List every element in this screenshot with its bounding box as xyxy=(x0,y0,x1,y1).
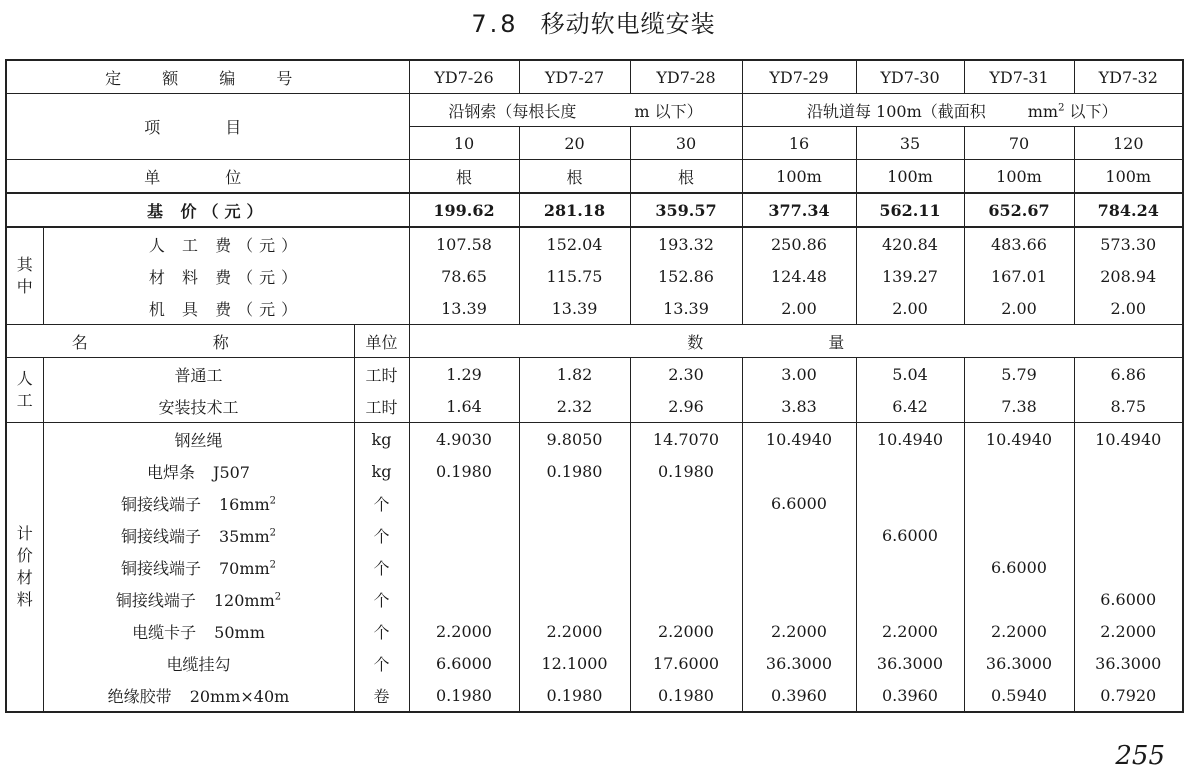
group-b-label-sup: 2 xyxy=(1058,102,1065,114)
cost-value: 13.39 xyxy=(519,292,630,325)
material-qty xyxy=(409,519,519,551)
labor-row xyxy=(6,390,1183,423)
material-qty: 4.9030 xyxy=(409,423,519,456)
item-row-a xyxy=(6,94,1183,127)
labor-qty: 2.96 xyxy=(630,390,742,423)
base-price-row xyxy=(6,193,1183,227)
material-unit: 个 xyxy=(354,647,409,679)
group-a-label-post: m 以下） xyxy=(634,101,703,121)
material-name-text: 电缆卡子 xyxy=(132,622,197,642)
cost-value: 2.00 xyxy=(1074,292,1183,325)
material-qty: 9.8050 xyxy=(519,423,630,456)
material-qty xyxy=(519,583,630,615)
cost-breakdown-label: 人 工 费（元） xyxy=(43,227,409,260)
labor-qty: 6.42 xyxy=(856,390,964,423)
material-qty: 6.6000 xyxy=(964,551,1074,583)
material-name-text: 铜接线端子 xyxy=(120,526,201,546)
material-name xyxy=(43,551,354,583)
cost-value: 420.84 xyxy=(856,227,964,260)
cost-value: 115.75 xyxy=(519,260,630,292)
material-qty: 0.1980 xyxy=(630,679,742,712)
material-unit: kg xyxy=(354,455,409,487)
material-row xyxy=(6,487,1183,519)
unit-value: 100m xyxy=(964,160,1074,194)
material-name-text: 绝缘胶带 xyxy=(107,686,172,706)
cost-breakdown-row xyxy=(6,227,1183,260)
material-qty xyxy=(1074,487,1183,519)
material-spec-sup: 2 xyxy=(269,559,277,571)
material-qty xyxy=(630,519,742,551)
material-name xyxy=(43,647,354,679)
group-label-char: 价 xyxy=(16,546,33,565)
labor-qty: 2.32 xyxy=(519,390,630,423)
material-row xyxy=(6,519,1183,551)
cost-value: 208.94 xyxy=(1074,260,1183,292)
cost-breakdown-row xyxy=(6,292,1183,325)
labor-qty: 2.30 xyxy=(630,358,742,391)
detail-name-label: 名 称 xyxy=(6,325,354,358)
material-qty xyxy=(519,487,630,519)
material-qty xyxy=(742,551,856,583)
material-qty: 36.3000 xyxy=(742,647,856,679)
material-qty: 6.6000 xyxy=(409,647,519,679)
material-name xyxy=(43,679,354,712)
section-number: 7.8 xyxy=(471,10,519,38)
group-label-char: 其 xyxy=(16,255,33,274)
base-price-value: 377.34 xyxy=(742,193,856,227)
material-qty: 10.4940 xyxy=(1074,423,1183,456)
material-spec-sup: 2 xyxy=(269,495,277,507)
material-qty: 2.2000 xyxy=(856,615,964,647)
quota-table xyxy=(5,59,1184,713)
material-spec: 70mm xyxy=(218,558,270,578)
group-a-label xyxy=(409,94,742,127)
material-qty: 0.1980 xyxy=(519,679,630,712)
material-qty: 12.1000 xyxy=(519,647,630,679)
material-qty: 10.4940 xyxy=(964,423,1074,456)
material-qty: 0.3960 xyxy=(742,679,856,712)
material-qty: 0.1980 xyxy=(409,679,519,712)
cost-value: 573.30 xyxy=(1074,227,1183,260)
material-qty xyxy=(742,455,856,487)
labor-qty: 1.64 xyxy=(409,390,519,423)
cost-value: 2.00 xyxy=(742,292,856,325)
labor-row xyxy=(6,358,1183,391)
material-spec: 50mm xyxy=(214,622,265,642)
unit-value: 100m xyxy=(1074,160,1183,194)
material-name-text: 铜接线端子 xyxy=(120,558,201,578)
quota-code: YD7-27 xyxy=(519,60,630,94)
unit-value: 根 xyxy=(409,160,519,194)
material-name-text: 电焊条 xyxy=(147,462,196,482)
material-qty: 2.2000 xyxy=(630,615,742,647)
material-qty xyxy=(742,519,856,551)
material-name-text: 铜接线端子 xyxy=(120,494,201,514)
cost-value: 2.00 xyxy=(856,292,964,325)
material-row xyxy=(6,679,1183,712)
material-qty: 2.2000 xyxy=(409,615,519,647)
material-qty xyxy=(1074,519,1183,551)
material-qty xyxy=(409,583,519,615)
material-unit: 个 xyxy=(354,583,409,615)
material-qty xyxy=(964,455,1074,487)
material-qty: 0.7920 xyxy=(1074,679,1183,712)
quota-code: YD7-26 xyxy=(409,60,519,94)
size-value: 35 xyxy=(856,127,964,160)
material-spec: 120mm xyxy=(213,590,275,610)
material-spec: 35mm xyxy=(218,526,270,546)
cost-breakdown-row xyxy=(6,260,1183,292)
material-spec-sup: 2 xyxy=(274,591,282,603)
material-qty: 0.1980 xyxy=(630,455,742,487)
labor-name xyxy=(43,358,354,391)
unit-value: 根 xyxy=(519,160,630,194)
material-unit: 卷 xyxy=(354,679,409,712)
unit-label: 单 位 xyxy=(6,160,409,194)
material-qty: 6.6000 xyxy=(742,487,856,519)
material-qty: 36.3000 xyxy=(964,647,1074,679)
detail-header-row xyxy=(6,325,1183,358)
group-b-label-post: 以下） xyxy=(1064,101,1118,121)
size-value: 120 xyxy=(1074,127,1183,160)
group-b-label-unit: mm xyxy=(1027,101,1059,121)
material-spec: 16mm xyxy=(218,494,270,514)
material-qty: 10.4940 xyxy=(856,423,964,456)
base-price-value: 562.11 xyxy=(856,193,964,227)
material-qty: 2.2000 xyxy=(1074,615,1183,647)
size-value: 10 xyxy=(409,127,519,160)
unit-value: 100m xyxy=(742,160,856,194)
group-label-char: 料 xyxy=(16,590,33,609)
cost-value: 483.66 xyxy=(964,227,1074,260)
unit-value: 100m xyxy=(856,160,964,194)
unit-value: 根 xyxy=(630,160,742,194)
material-qty: 14.7070 xyxy=(630,423,742,456)
material-qty xyxy=(856,551,964,583)
material-name xyxy=(43,583,354,615)
labor-qty: 1.82 xyxy=(519,358,630,391)
material-qty: 0.1980 xyxy=(409,455,519,487)
material-qty: 0.5940 xyxy=(964,679,1074,712)
material-qty: 36.3000 xyxy=(856,647,964,679)
group-label-char: 材 xyxy=(16,568,33,587)
material-qty: 17.6000 xyxy=(630,647,742,679)
material-qty xyxy=(742,583,856,615)
material-qty: 2.2000 xyxy=(742,615,856,647)
material-unit: 个 xyxy=(354,615,409,647)
material-group-label xyxy=(6,423,43,713)
group-label-char: 计 xyxy=(16,524,33,543)
material-qty xyxy=(409,487,519,519)
material-unit: kg xyxy=(354,423,409,456)
material-unit: 个 xyxy=(354,519,409,551)
material-qty xyxy=(964,487,1074,519)
material-spec-sup: 2 xyxy=(269,527,277,539)
cost-value: 124.48 xyxy=(742,260,856,292)
labor-name-text: 普通工 xyxy=(174,365,223,385)
material-qty xyxy=(964,583,1074,615)
material-qty xyxy=(1074,455,1183,487)
material-name xyxy=(43,487,354,519)
base-price-value: 359.57 xyxy=(630,193,742,227)
code-row xyxy=(6,60,1183,94)
quota-code: YD7-31 xyxy=(964,60,1074,94)
base-price-value: 281.18 xyxy=(519,193,630,227)
code-label: 定 额 编 号 xyxy=(6,60,409,94)
material-row xyxy=(6,647,1183,679)
detail-unit-label: 单位 xyxy=(354,325,409,358)
material-qty: 2.2000 xyxy=(519,615,630,647)
material-qty xyxy=(1074,551,1183,583)
material-name-text: 钢丝绳 xyxy=(174,430,223,450)
quota-code: YD7-30 xyxy=(856,60,964,94)
unit-row xyxy=(6,160,1183,194)
cost-value: 107.58 xyxy=(409,227,519,260)
breakdown-group-label xyxy=(6,227,43,325)
section-name: 移动软电缆安装 xyxy=(540,10,716,38)
material-spec: J507 xyxy=(213,462,250,482)
labor-qty: 8.75 xyxy=(1074,390,1183,423)
cost-value: 13.39 xyxy=(630,292,742,325)
labor-group-label xyxy=(6,358,43,423)
group-label-char: 人 xyxy=(16,369,33,388)
material-spec: 20mm×40m xyxy=(189,686,290,706)
cost-value: 78.65 xyxy=(409,260,519,292)
material-name xyxy=(43,615,354,647)
material-qty xyxy=(856,583,964,615)
material-qty: 36.3000 xyxy=(1074,647,1183,679)
labor-qty: 7.38 xyxy=(964,390,1074,423)
material-qty xyxy=(519,551,630,583)
cost-breakdown-label: 材 料 费（元） xyxy=(43,260,409,292)
cost-value: 2.00 xyxy=(964,292,1074,325)
material-row xyxy=(6,551,1183,583)
material-qty: 10.4940 xyxy=(742,423,856,456)
base-price-label: 基 价（元） xyxy=(6,193,409,227)
quota-code: YD7-29 xyxy=(742,60,856,94)
material-qty: 0.3960 xyxy=(856,679,964,712)
labor-unit: 工时 xyxy=(354,390,409,423)
material-qty: 0.1980 xyxy=(519,455,630,487)
base-price-value: 199.62 xyxy=(409,193,519,227)
material-qty xyxy=(409,551,519,583)
group-a-label-pre: 沿钢索（每根长度 xyxy=(448,101,577,121)
group-b-label-pre: 沿轨道每 100m（截面积 xyxy=(806,101,986,121)
labor-qty: 3.83 xyxy=(742,390,856,423)
cost-value: 250.86 xyxy=(742,227,856,260)
material-qty: 2.2000 xyxy=(964,615,1074,647)
material-row xyxy=(6,615,1183,647)
size-value: 16 xyxy=(742,127,856,160)
material-name xyxy=(43,423,354,456)
size-value: 20 xyxy=(519,127,630,160)
size-value: 30 xyxy=(630,127,742,160)
cost-value: 193.32 xyxy=(630,227,742,260)
material-qty xyxy=(856,487,964,519)
material-qty xyxy=(630,487,742,519)
labor-qty: 1.29 xyxy=(409,358,519,391)
labor-name-text: 安装技术工 xyxy=(158,397,239,417)
material-qty xyxy=(630,551,742,583)
group-label-char: 工 xyxy=(16,391,33,410)
cost-value: 167.01 xyxy=(964,260,1074,292)
labor-unit: 工时 xyxy=(354,358,409,391)
material-qty xyxy=(630,583,742,615)
size-value: 70 xyxy=(964,127,1074,160)
cost-value: 152.04 xyxy=(519,227,630,260)
material-qty xyxy=(964,519,1074,551)
detail-qty-label: 数 量 xyxy=(409,325,1183,358)
material-row xyxy=(6,423,1183,456)
labor-qty: 6.86 xyxy=(1074,358,1183,391)
material-unit: 个 xyxy=(354,551,409,583)
material-qty xyxy=(519,519,630,551)
quota-code: YD7-32 xyxy=(1074,60,1183,94)
labor-name xyxy=(43,390,354,423)
labor-qty: 5.04 xyxy=(856,358,964,391)
cost-value: 152.86 xyxy=(630,260,742,292)
group-b-label xyxy=(742,94,1183,127)
item-label: 项 目 xyxy=(6,94,409,160)
cost-value: 139.27 xyxy=(856,260,964,292)
material-qty: 6.6000 xyxy=(856,519,964,551)
material-qty xyxy=(856,455,964,487)
page-title xyxy=(0,4,1187,39)
material-name xyxy=(43,455,354,487)
labor-qty: 5.79 xyxy=(964,358,1074,391)
material-name-text: 电缆挂勾 xyxy=(166,654,231,674)
material-qty: 6.6000 xyxy=(1074,583,1183,615)
cost-breakdown-label: 机 具 费（元） xyxy=(43,292,409,325)
quota-code: YD7-28 xyxy=(630,60,742,94)
material-name xyxy=(43,519,354,551)
labor-qty: 3.00 xyxy=(742,358,856,391)
base-price-value: 784.24 xyxy=(1074,193,1183,227)
material-unit: 个 xyxy=(354,487,409,519)
cost-value: 13.39 xyxy=(409,292,519,325)
page-number: 255 xyxy=(1115,741,1165,771)
group-label-char: 中 xyxy=(16,277,33,296)
material-name-text: 铜接线端子 xyxy=(115,590,196,610)
material-row xyxy=(6,455,1183,487)
material-row xyxy=(6,583,1183,615)
base-price-value: 652.67 xyxy=(964,193,1074,227)
